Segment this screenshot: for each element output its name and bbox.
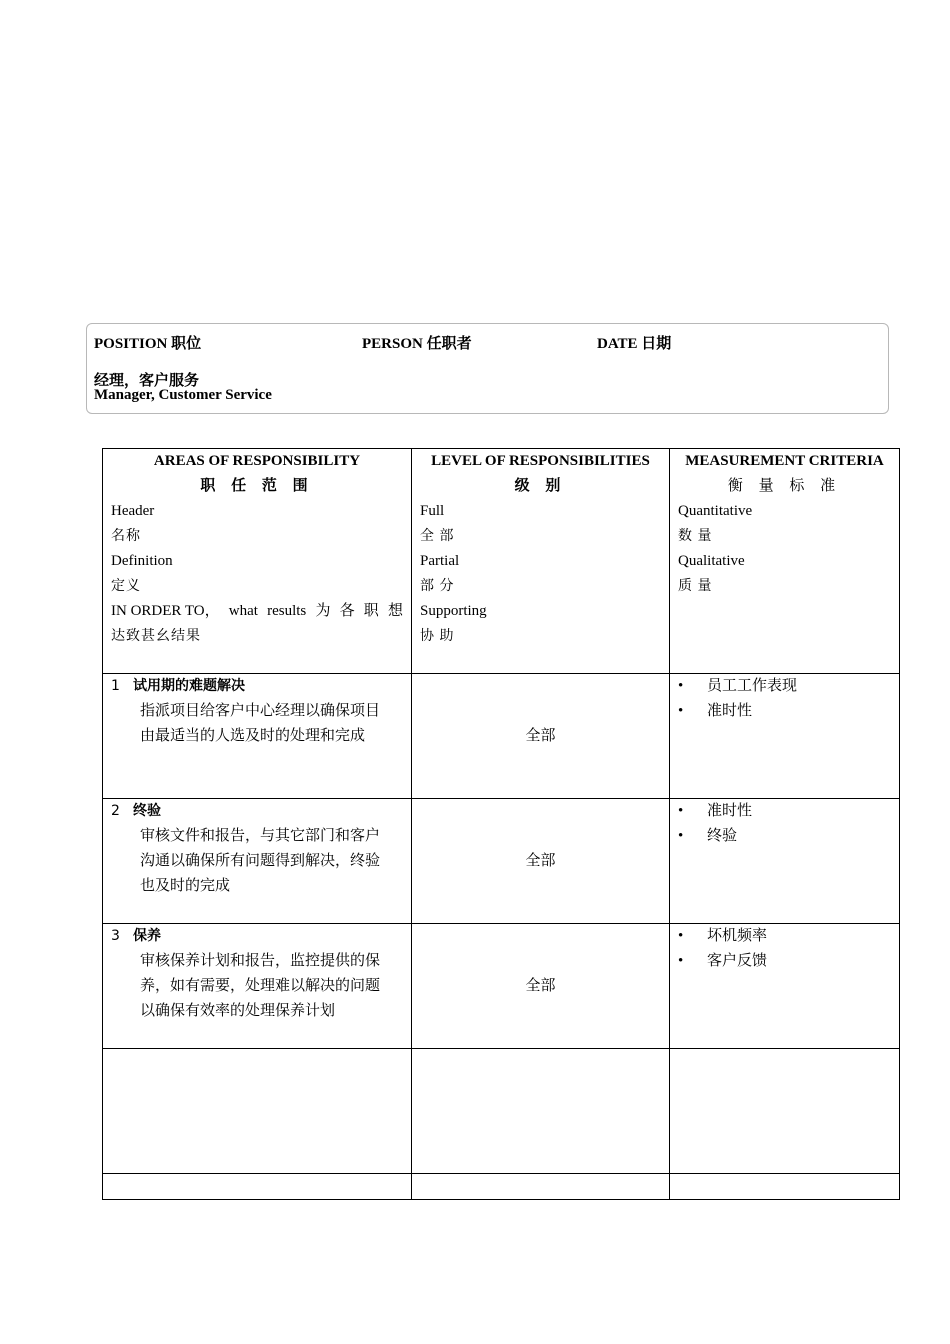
- header-title: AREAS OF RESPONSIBILITY: [153, 453, 361, 469]
- item-title-text: 保养: [133, 928, 161, 944]
- criteria-item: • 准时性: [670, 799, 899, 824]
- criteria-list: [670, 924, 899, 974]
- item-title-text: 终验: [133, 803, 161, 819]
- criteria-cell: [670, 799, 900, 924]
- description-line: 由最适当的人选及时的处理和完成: [140, 728, 366, 744]
- header-title-zh: 职 任 范 围: [200, 478, 314, 494]
- level-value: 全部: [525, 728, 556, 744]
- description-line: 以确保有效率的处理保养计划: [140, 1003, 336, 1019]
- header-word: 各: [339, 603, 355, 619]
- description-line: 沟通以确保所有问题得到解决，终验: [140, 853, 381, 869]
- area-cell: [103, 924, 412, 1049]
- item-title: [103, 674, 411, 699]
- header-word: 为: [315, 603, 331, 619]
- header-line: 达致甚幺结果: [111, 629, 201, 644]
- empty-cell: [670, 1049, 900, 1174]
- item-description: [103, 824, 411, 899]
- empty-cell: [670, 1174, 900, 1200]
- criteria-item: • 客户反馈: [670, 949, 899, 974]
- header-word: 职: [363, 603, 379, 619]
- header-line-in-order-to: [103, 599, 411, 624]
- header-title: LEVEL OF RESPONSIBILITIES: [431, 453, 650, 469]
- criteria-list: [670, 799, 899, 849]
- area-cell: [103, 799, 412, 924]
- empty-cell: [412, 1174, 670, 1200]
- description-line: 也及时的完成: [140, 878, 231, 894]
- criteria-item: • 终验: [670, 824, 899, 849]
- area-cell: [103, 674, 412, 799]
- header-title-zh: 级 别: [514, 478, 567, 494]
- table-row: [103, 799, 900, 924]
- description-line: 养，如有需要，处理难以解决的问题: [140, 978, 381, 994]
- criteria-cell: [670, 924, 900, 1049]
- item-number: 1: [111, 678, 120, 694]
- header-line: 定义: [111, 579, 141, 594]
- level-value: 全部: [525, 978, 556, 994]
- position-title-zh: 经理，客户服务: [94, 373, 200, 389]
- empty-cell: [103, 1174, 412, 1200]
- position-title-en: Manager, Customer Service: [94, 387, 272, 403]
- header-word: results: [267, 603, 307, 619]
- empty-cell: [412, 1049, 670, 1174]
- header-line: Full: [420, 503, 445, 519]
- header-line: 名称: [111, 529, 141, 544]
- header-line: 全 部: [420, 529, 455, 544]
- empty-cell: [103, 1049, 412, 1174]
- header-word: what: [228, 603, 258, 619]
- header-line: Partial: [420, 553, 460, 569]
- header-line: Header: [111, 503, 155, 519]
- header-line: 质 量: [678, 579, 713, 594]
- item-number: 3: [111, 928, 120, 944]
- empty-table-row: [103, 1174, 900, 1200]
- header-line: Supporting: [420, 603, 487, 619]
- description-line: 审核保养计划和报告，监控提供的保: [140, 953, 381, 969]
- table-header-row: [103, 449, 900, 674]
- responsibility-table: [102, 448, 900, 1200]
- header-areas: [103, 449, 412, 674]
- criteria-list: [670, 674, 899, 724]
- header-measurement: [670, 449, 900, 674]
- item-title: [103, 924, 411, 949]
- header-line: 数 量: [678, 529, 713, 544]
- header-line: 部 分: [420, 579, 455, 594]
- header-line: Quantitative: [678, 503, 753, 519]
- header-line: Definition: [111, 553, 173, 569]
- person-label: PERSON 任职者: [362, 336, 472, 352]
- item-description: [103, 949, 411, 1024]
- table-row: [103, 924, 900, 1049]
- header-line: Qualitative: [678, 553, 745, 569]
- header-level: [412, 449, 670, 674]
- header-word: 想: [387, 603, 403, 619]
- header-title-zh: 衡 量 标 准: [727, 478, 842, 494]
- header-line: 协 助: [420, 629, 455, 644]
- level-cell: [412, 674, 670, 799]
- criteria-item: • 坏机频率: [670, 924, 899, 949]
- item-number: 2: [111, 803, 120, 819]
- header-title: MEASUREMENT CRITERIA: [685, 453, 884, 469]
- level-cell: [412, 924, 670, 1049]
- item-title-text: 试用期的难题解决: [133, 678, 245, 694]
- item-description: [103, 699, 411, 749]
- criteria-cell: [670, 674, 900, 799]
- empty-table-row: [103, 1049, 900, 1174]
- item-title: [103, 799, 411, 824]
- position-label: POSITION 职位: [94, 336, 202, 352]
- date-label: DATE 日期: [597, 336, 672, 352]
- header-word: IN ORDER TO，: [111, 603, 220, 619]
- description-line: 指派项目给客户中心经理以确保项目: [140, 703, 381, 719]
- criteria-item: • 员工工作表现: [670, 674, 899, 699]
- description-line: 审核文件和报告，与其它部门和客户: [140, 828, 381, 844]
- level-value: 全部: [525, 853, 556, 869]
- position-info-box: [86, 323, 889, 414]
- criteria-item: • 准时性: [670, 699, 899, 724]
- level-cell: [412, 799, 670, 924]
- table-row: [103, 674, 900, 799]
